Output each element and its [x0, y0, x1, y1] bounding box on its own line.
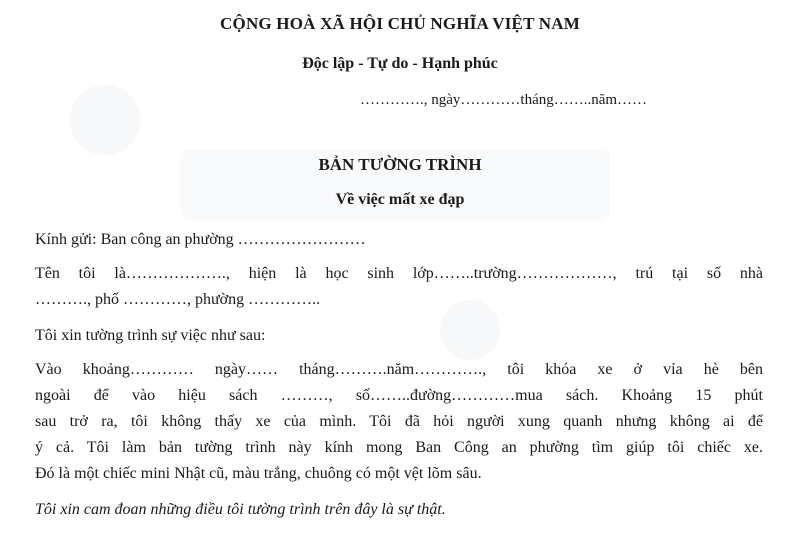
narrative-line: ý cả. Tôi làm bản tường trình này kính mong Ban Công an phường tìm giúp tôi chiếc xe. [35, 439, 763, 456]
narrative-line: Vào khoảng………… ngày…… tháng……….năm…………., tôi khóa xe ở vỉa hè bên [35, 361, 763, 378]
narrative-line: Đó là một chiếc mini Nhật cũ, màu trắng, chuông có một vệt lõm sâu. [35, 465, 482, 482]
commitment-line: Tôi xin cam đoan những điều tôi tường trình trên đây là sự thật. [35, 501, 446, 518]
narrative-line: sau trở ra, tôi không thấy xe của mình. Tôi đã hỏi người xung quanh nhưng không ai để [35, 413, 763, 430]
recipient-line: Kính gửi: Ban công an phường …………………… [35, 231, 366, 248]
date-line: …………., ngày…………tháng……..năm…… [360, 92, 648, 108]
national-subtitle: Độc lập - Tự do - Hạnh phúc [302, 55, 498, 72]
identity-line: ………., phố …………, phường ………….. [35, 291, 321, 308]
identity-line: Tên tôi là………………., hiện là học sinh lớp……..trường………………, trú tại số nhà [35, 265, 763, 282]
intro-line: Tôi xin tường trình sự việc như sau: [35, 327, 266, 344]
watermark-logo [440, 300, 500, 360]
national-motto: CỘNG HOÀ XÃ HỘI CHỦ NGHĨA VIỆT NAM [220, 14, 580, 33]
document-subject: Về việc mất xe đạp [335, 191, 465, 208]
watermark-logo [70, 85, 140, 155]
narrative-line: ngoài để vào hiệu sách ………, số……..đường…………mua sách. Khoảng 15 phút [35, 387, 763, 404]
document-title: BẢN TƯỜNG TRÌNH [318, 155, 482, 174]
